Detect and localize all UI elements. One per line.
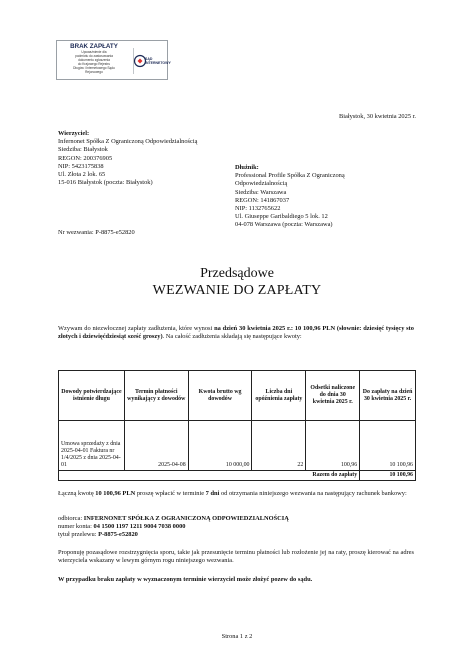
payment-amount: 10 100,96 PLN (95, 490, 136, 497)
total-cell: 10 100,96 (360, 421, 416, 471)
intro-text: Wzywam do niezwłocznej zapłaty zadłużenia, które wynosi (58, 325, 215, 332)
creditor-heading: Wierzyciel: (58, 130, 90, 137)
column-header: Termin płatności wynikający z dowodów (124, 371, 188, 421)
account-recipient (58, 515, 289, 523)
transfer-title-label: tytuł przelewu: (58, 531, 99, 539)
transfer-title (58, 531, 289, 539)
lawsuit-warning: W przypadku braku zapłaty w wyznaczonym terminie wierzyciel może złożyć pozew do sądu. (58, 576, 313, 583)
document-subtitle: WEZWANIE DO ZAPŁATY (152, 283, 322, 298)
sum-label: Razem do zapłaty (59, 471, 360, 481)
stamp-line: Rejonowego (85, 70, 103, 74)
table-sum-row (59, 471, 416, 481)
no-payment-stamp (56, 40, 171, 80)
column-header: Dowody potwierdzające istnienie długu (59, 371, 125, 421)
payment-text: od otrzymania niniejszego wezwania na następujący rachunek bankowy: (219, 490, 407, 497)
debtor-line: Professional Profile Spółka Z Ograniczoną (235, 172, 345, 180)
logo-text (145, 57, 171, 65)
page-number: Strona 1 z 2 (221, 633, 253, 640)
interest-cell: 100,96 (306, 421, 360, 471)
intro-paragraph (58, 325, 414, 341)
stamp-line: dokumentu zgłoszenia (78, 58, 110, 62)
payment-text: proszę wpłacić w terminie (135, 490, 206, 497)
column-header: Liczba dni opóźnienia zapłaty (252, 371, 306, 421)
intro-text: . Na całość zadłużenia składają się następujące kwoty: (162, 333, 302, 341)
column-header: Do zapłaty na dzień 30 kwietnia 2025 r. (360, 371, 416, 421)
account-number (58, 523, 289, 531)
debtor-line: Ul. Giuseppe Garibaldiego 5 lok. 12 (235, 213, 328, 221)
recipient-value: INFERNONET SPÓŁKA Z OGRANICZONĄ ODPOWIEDZIALNOŚCIĄ (83, 515, 289, 522)
creditor-line: 15-016 Białystok (poczta: Białystok) (58, 179, 153, 187)
recipient-label: odbiorca: (58, 515, 84, 522)
settlement-proposal: Proponuję pozasądowe rozstrzygnięcia sporu, takie jak przesunięcie terminu płatności lub rozłożenie jej na raty, proszę kierować na adres wierzyciela wskazany w lewym górnym rogu niniejszego wezwania. (58, 549, 414, 565)
payment-text: Łączną kwotę (58, 490, 96, 497)
number-value: 04 1500 1197 1211 9004 7038 0000 (93, 523, 186, 531)
debtor-line: REGON: 141867037 (235, 196, 290, 204)
number-label: numer konta: (58, 523, 94, 531)
table-row (59, 421, 416, 471)
creditor-block (58, 130, 197, 187)
sum-value: 10 100,96 (360, 471, 416, 481)
document-date: Białystok, 30 kwietnia 2025 r. (338, 113, 416, 120)
debt-table (58, 370, 416, 481)
creditor-line: REGON: 200376905 (58, 154, 113, 162)
debtor-line: Siedziba: Warszawa (235, 188, 287, 196)
table-header-row (59, 371, 416, 421)
creditor-line: Ul. Złota 2 lok. 65 (58, 171, 106, 179)
document-title: Przedsądowe (200, 266, 274, 281)
column-header: Odsetki naliczone do dnia 30 kwietnia 2025 r. (306, 371, 360, 421)
creditor-line: Siedziba: Białystok (58, 146, 108, 154)
debtor-line: Odpowiedzialnością (235, 180, 288, 188)
creditor-line: Infernonet Spółka Z Ograniczoną Odpowiedzialnością (58, 138, 198, 146)
stamp-line: podmiotu do zastosowania (75, 54, 113, 58)
transfer-title-value: P-8875-e52820 (98, 531, 138, 539)
stamp-line: do Krajowego Rejestru (77, 62, 111, 66)
intro-amount: na dzień 30 kwietnia 2025 r.: 10 100,96 PLN (słownie: dziesięć tysięcy sto złotych i dziewięćdziesiąt sześć groszy) (58, 325, 414, 341)
logo-text-line: SĄD (145, 57, 153, 61)
column-header: Kwota brutto wg dowodów (188, 371, 252, 421)
debtor-line: NIP: 1132765622 (235, 205, 281, 213)
days-cell: 22 (252, 421, 306, 471)
debtor-block (235, 164, 345, 230)
bank-account-block (58, 515, 289, 540)
due-date-cell: 2025-04-08 (124, 421, 188, 471)
payment-paragraph (58, 490, 414, 498)
amount-cell: 10 000,00 (188, 421, 252, 471)
debtor-heading: Dłużnik: (235, 164, 259, 171)
stamp-line: Długów i Internetowego Sądu (73, 66, 115, 70)
logo-text-line: INTERNETOWY (145, 61, 171, 65)
stamp-title: BRAK ZAPŁATY (70, 43, 118, 50)
stamp-line: Upoważnienie dla (81, 50, 107, 54)
debtor-line: 04-078 Warszawa (poczta: Warszawa) (235, 221, 333, 229)
evidence-cell: Umowa sprzedaży z dnia 2025-04-01 Faktura nr 1/4/2025 z dnia 2025-04-01 (59, 421, 125, 471)
payment-deadline: 7 dni (205, 490, 220, 497)
creditor-line: NIP: 5423175838 (58, 162, 104, 170)
reference-number: Nr wezwania: P-8875-e52820 (58, 229, 135, 236)
